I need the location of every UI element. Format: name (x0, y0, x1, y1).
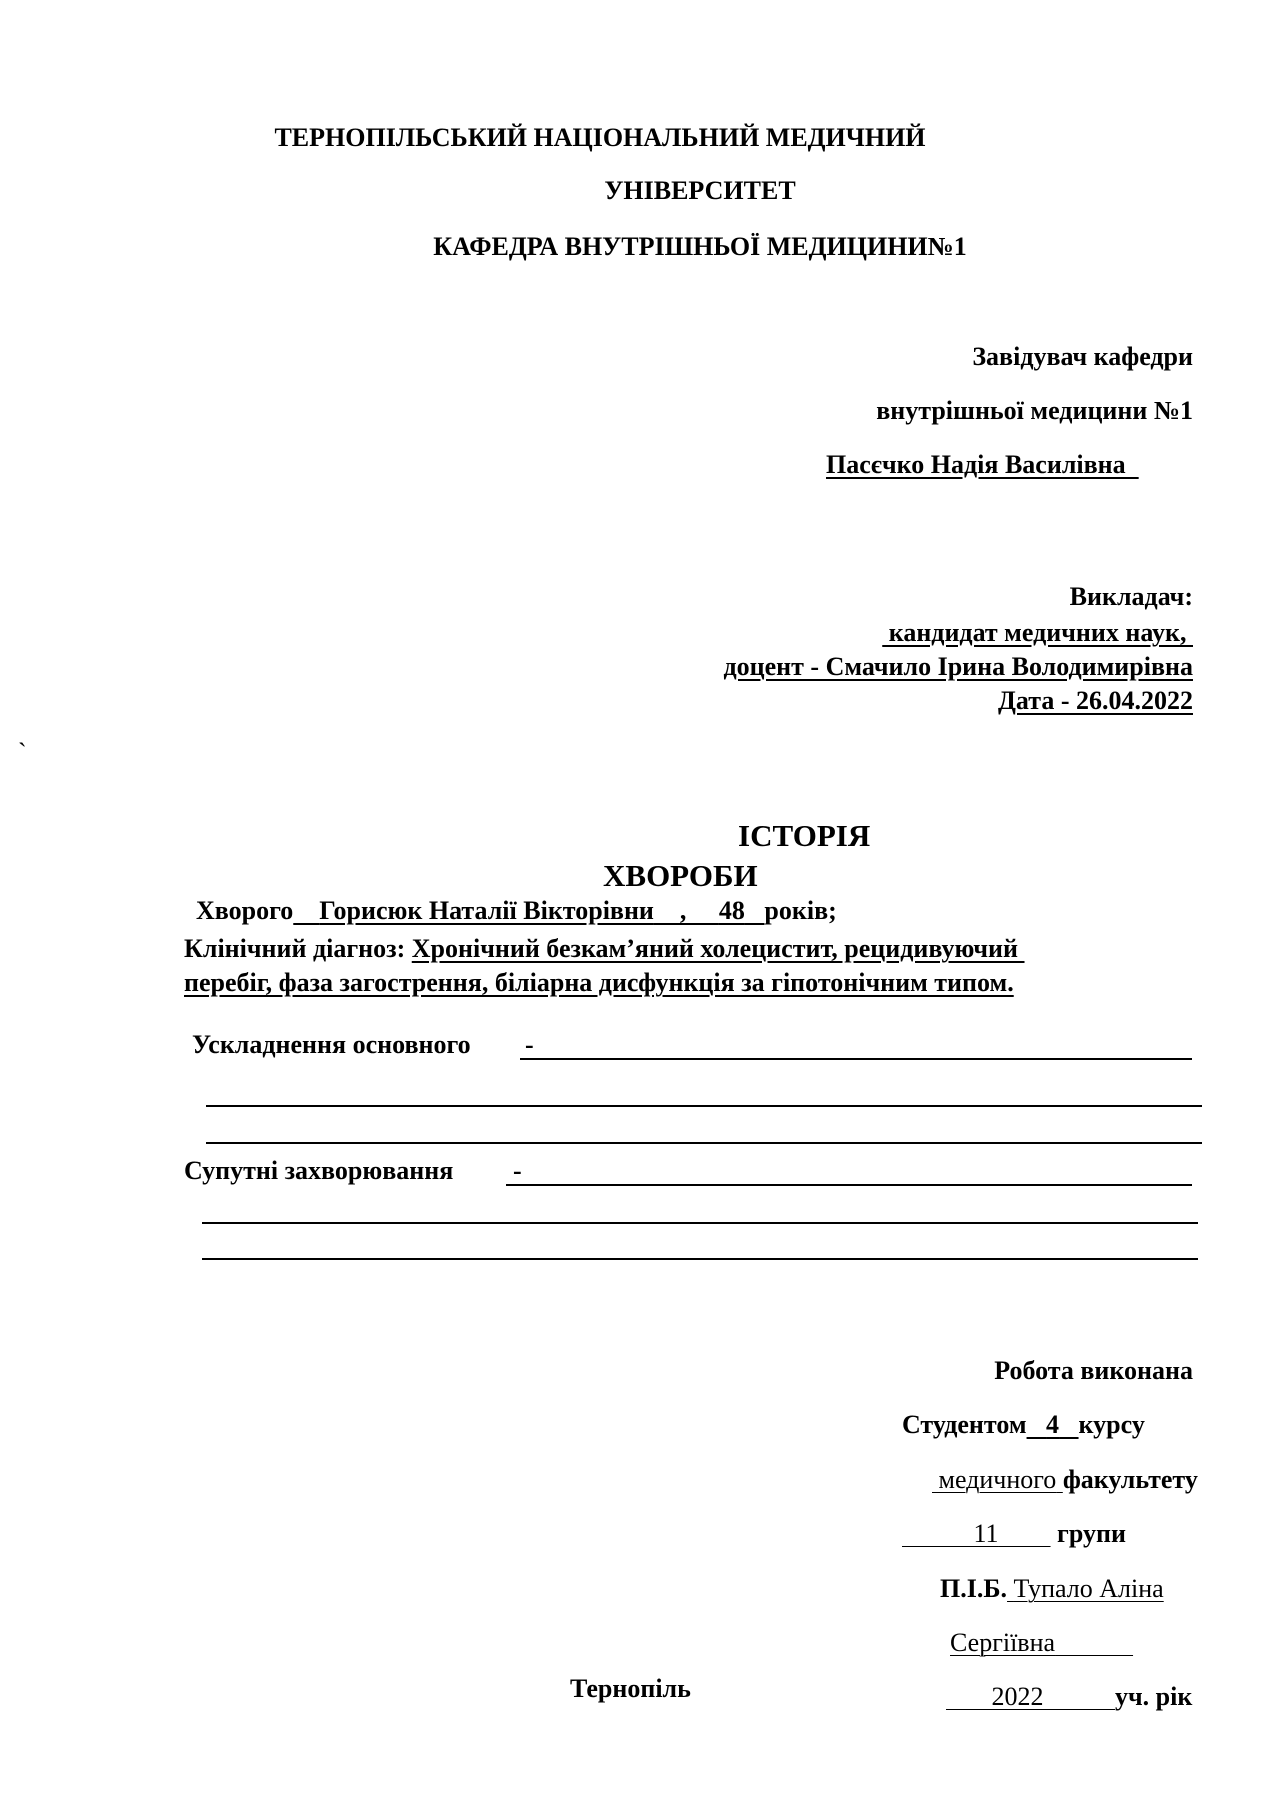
department-name: КАФЕДРА ВНУТРІШНЬОЇ МЕДИЦИНИ№1 (433, 232, 967, 261)
group-field (902, 1519, 1051, 1548)
faculty-line (932, 1467, 1198, 1493)
course-value: 4 (1046, 1410, 1060, 1439)
patient-age-suffix: років; (764, 896, 837, 925)
student-course-line (902, 1412, 1145, 1438)
year-label: уч. рік (1115, 1682, 1193, 1711)
course-label: курсу (1078, 1410, 1145, 1439)
university-name-line2: УНІВЕРСИТЕТ (604, 176, 796, 205)
complications-label: Ускладнення основного (192, 1030, 471, 1059)
work-done-title: Робота виконана (994, 1356, 1193, 1385)
teacher-degree: кандидат медичних наук, (882, 618, 1193, 647)
stray-mark: ` (18, 738, 27, 767)
pib-value-line2 (950, 1630, 1133, 1656)
group-label-text: групи (1057, 1519, 1126, 1548)
faculty-label: факультету (1062, 1465, 1198, 1494)
faculty-field (932, 1465, 1063, 1494)
course-field (1027, 1410, 1079, 1439)
report-date: Дата - 26.04.2022 (998, 686, 1193, 715)
comorbidities-label: Супутні захворювання (184, 1156, 460, 1185)
group-value: 11 (973, 1519, 999, 1548)
complications-underline (520, 1058, 1192, 1060)
diagnosis-label: Клінічний діагноз: (184, 934, 412, 963)
pib-value-line1-text: Тупало Аліна (1013, 1574, 1164, 1603)
head-of-department-title: Завідувач кафедри (972, 342, 1193, 371)
comorbidities-value: - (513, 1156, 522, 1185)
comorbidities-blank-line-1 (202, 1222, 1198, 1224)
head-of-department-name: Пасєчко Надія Василівна (826, 450, 1139, 479)
city: Тернопіль (570, 1674, 691, 1703)
patient-age: 48 (718, 896, 745, 925)
complications-value: - (525, 1030, 534, 1059)
student-label: Студентом (902, 1410, 1027, 1439)
year-field (946, 1682, 1115, 1711)
complications-blank-line-2 (206, 1142, 1202, 1144)
teacher-label: Викладач: (1069, 582, 1193, 611)
teacher-position-name: доцент - Смачило Ірина Володимирівна (723, 652, 1193, 681)
group-line (902, 1521, 1126, 1547)
pib-value-line1 (1007, 1574, 1164, 1603)
patient-label: Хворого (196, 896, 294, 925)
group-label (1051, 1519, 1126, 1548)
faculty-value: медичного (938, 1465, 1057, 1494)
patient-line (196, 898, 837, 924)
university-name-line1: ТЕРНОПІЛЬСЬКИЙ НАЦІОНАЛЬНИЙ МЕДИЧНИЙ (274, 123, 926, 152)
complications-blank-line-1 (206, 1105, 1202, 1107)
document-title-line2: ХВОРОБИ (603, 858, 758, 893)
diagnosis-text-line1: Хронічний безкам’яний холецистит, рецидивуючий (411, 934, 1025, 963)
pib-value-line2-text: Сергіївна (950, 1628, 1056, 1657)
comorbidities-blank-line-2 (202, 1258, 1198, 1260)
head-of-department-subtitle: внутрішньої медицини №1 (876, 396, 1193, 425)
comorbidities-underline (506, 1184, 1192, 1186)
document-title-line1: ІСТОРІЯ (738, 818, 871, 853)
diagnosis-text-line2: перебіг, фаза загострення, біліарна дисфункція за гіпотонічним типом. (184, 968, 1014, 997)
pib-line (940, 1576, 1164, 1602)
pib-label: П.І.Б. (940, 1574, 1008, 1603)
academic-year-line (946, 1684, 1192, 1710)
diagnosis-line1 (184, 936, 1025, 962)
patient-name-field: Горисюк Наталії Вікторівни , 48 (319, 896, 745, 925)
year-value: 2022 (991, 1682, 1044, 1711)
patient-name: Горисюк Наталії Вікторівни (319, 896, 654, 925)
